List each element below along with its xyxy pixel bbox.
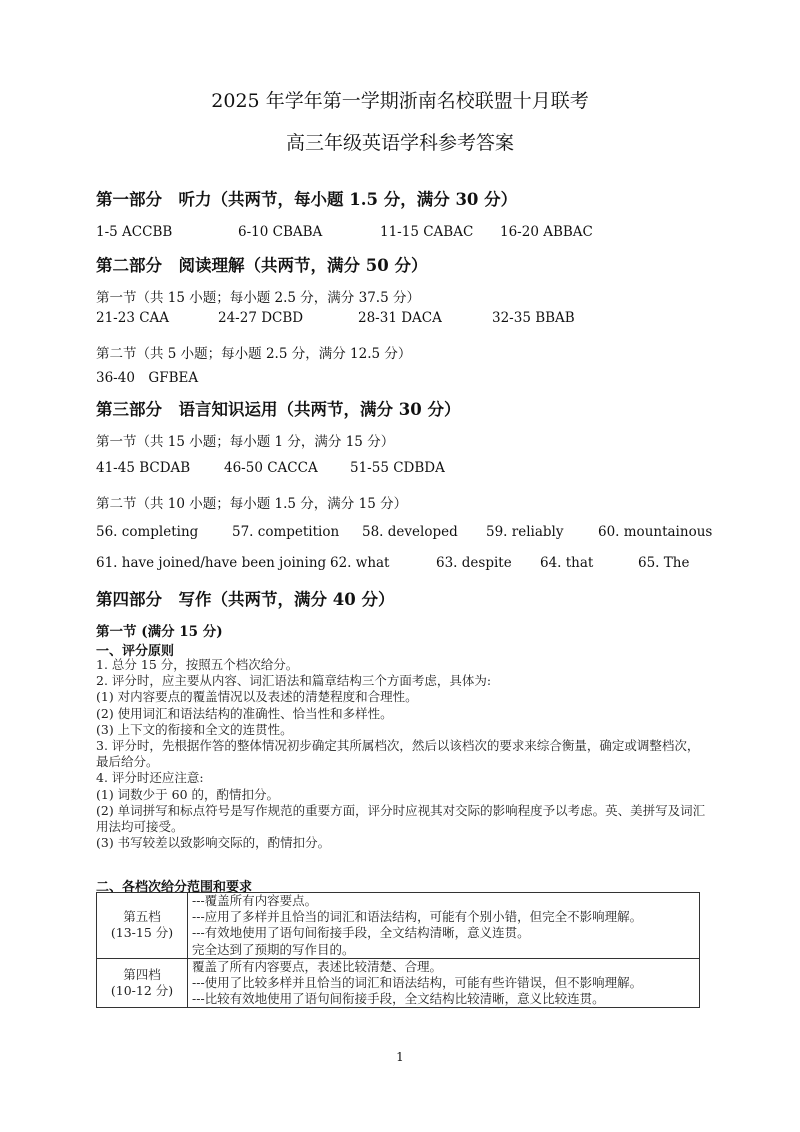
grade-range: (13-15 分) — [110, 925, 174, 941]
answer-item: 59. reliably — [486, 524, 564, 540]
answer-item: 65. The — [638, 555, 690, 571]
part2-section2-heading: 第二节（共 5 小题；每小题 2.5 分，满分 12.5 分） — [96, 346, 412, 362]
grade-level: 第四档 — [123, 966, 161, 982]
answer-group: 21-23 CAA — [96, 310, 170, 326]
answer-group: 1-5 ACCBB — [96, 224, 173, 240]
grade-criteria-cell — [188, 893, 700, 959]
criteria-line: ---使用了比较多样并且恰当的词汇和语法结构，可能有些许错误，但不影响理解。 — [192, 975, 643, 991]
document-title: 2025 年学年第一学期浙南名校联盟十月联考 — [211, 90, 589, 112]
part4-section1-heading: 第一节 (满分 15 分) — [96, 624, 223, 640]
grade-level-cell — [97, 893, 188, 959]
answer-item: 56. completing — [96, 524, 199, 540]
principle-line: 4. 评分时还应注意: — [96, 770, 204, 786]
principle-line: (3) 书写较差以致影响交际的，酌情扣分。 — [96, 835, 331, 851]
principle-line: 1. 总分 15 分，按照五个档次给分。 — [96, 657, 299, 672]
document-subtitle: 高三年级英语学科参考答案 — [285, 132, 514, 154]
grade-range: (10-12 分) — [110, 983, 174, 999]
principles-heading: 一、评分原则 — [96, 644, 175, 659]
part4-heading: 第四部分 写作（共两节，满分 40 分） — [96, 590, 395, 609]
answer-item: 63. despite — [436, 555, 512, 571]
page-number: 1 — [396, 1050, 404, 1064]
answer-group: 36-40 GFBEA — [96, 370, 199, 386]
answer-group: 41-45 BCDAB — [96, 460, 191, 476]
answer-item: 57. competition — [232, 524, 340, 540]
criteria-line: ---应用了多样并且恰当的词汇和语法结构，可能有个别小错，但完全不影响理解。 — [192, 909, 643, 925]
answer-group: 6-10 CBABA — [238, 224, 323, 240]
part3-section2-heading: 第二节（共 10 小题；每小题 1.5 分，满分 15 分） — [96, 496, 408, 512]
answer-group: 32-35 BBAB — [492, 310, 575, 326]
part1-heading: 第一部分 听力（共两节，每小题 1.5 分，满分 30 分） — [96, 190, 518, 209]
grades-heading: 二、各档次给分范围和要求 — [96, 880, 253, 895]
table-row — [97, 893, 700, 959]
answer-group: 16-20 ABBAC — [500, 224, 593, 240]
grade-level: 第五档 — [123, 909, 161, 925]
criteria-line: ---比较有效地使用了语句间衔接手段，全文结构比较清晰，意义比较连贯。 — [192, 991, 605, 1007]
answer-item: 58. developed — [362, 524, 458, 540]
grade-level-cell — [97, 958, 188, 1008]
criteria-line: 覆盖了所有内容要点，表述比较清楚、合理。 — [192, 958, 443, 974]
answer-group: 46-50 CACCA — [224, 460, 318, 476]
scoring-principles — [96, 657, 706, 851]
part3-heading: 第三部分 语言知识运用（共两节，满分 30 分） — [96, 400, 461, 419]
grade-criteria-cell — [188, 958, 700, 1008]
principle-line: (3) 上下文的衔接和全文的连贯性。 — [96, 721, 293, 737]
criteria-line: ---有效地使用了语句间衔接手段，全文结构清晰，意义连贯。 — [192, 925, 530, 941]
grades-table — [96, 892, 700, 1008]
principle-line: 2. 评分时，应主要从内容、词汇语法和篇章结构三个方面考虑，具体为: — [96, 673, 492, 689]
principle-line: (1) 词数少于 60 的，酌情扣分。 — [96, 786, 280, 802]
principle-line: 3. 评分时，先根据作答的整体情况初步确定其所属档次，然后以该档次的要求来综合衡量，确定或调整档次，最后给分。 — [96, 738, 700, 770]
part2-section1-heading: 第一节（共 15 小题；每小题 2.5 分，满分 37.5 分） — [96, 290, 420, 306]
answer-item: 64. that — [540, 555, 594, 571]
part3-section1-heading: 第一节（共 15 小题；每小题 1 分，满分 15 分） — [96, 434, 395, 450]
answer-group: 28-31 DACA — [358, 310, 442, 326]
answer-group: 11-15 CABAC — [380, 224, 474, 240]
answer-item: 62. what — [330, 555, 390, 571]
criteria-line: ---覆盖所有内容要点。 — [192, 893, 318, 908]
answer-item: 61. have joined/have been joining — [96, 555, 327, 571]
answer-item: 60. mountainous — [598, 524, 713, 540]
principle-line: (2) 单词拼写和标点符号是写作规范的重要方面，评分时应视其对交际的影响程度予以考虑。英、美拼写及词汇用法均可接受。 — [96, 802, 706, 835]
answer-group: 51-55 CDBDA — [350, 460, 445, 476]
principle-line: (2) 使用词汇和语法结构的准确性、恰当性和多样性。 — [96, 705, 393, 721]
criteria-line: 完全达到了预期的写作目的。 — [192, 941, 355, 957]
part2-heading: 第二部分 阅读理解（共两节，满分 50 分） — [96, 256, 428, 275]
principle-line: (1) 对内容要点的覆盖情况以及表述的清楚程度和合理性。 — [96, 689, 418, 705]
answer-group: 24-27 DCBD — [218, 310, 304, 326]
table-row — [97, 958, 700, 1008]
